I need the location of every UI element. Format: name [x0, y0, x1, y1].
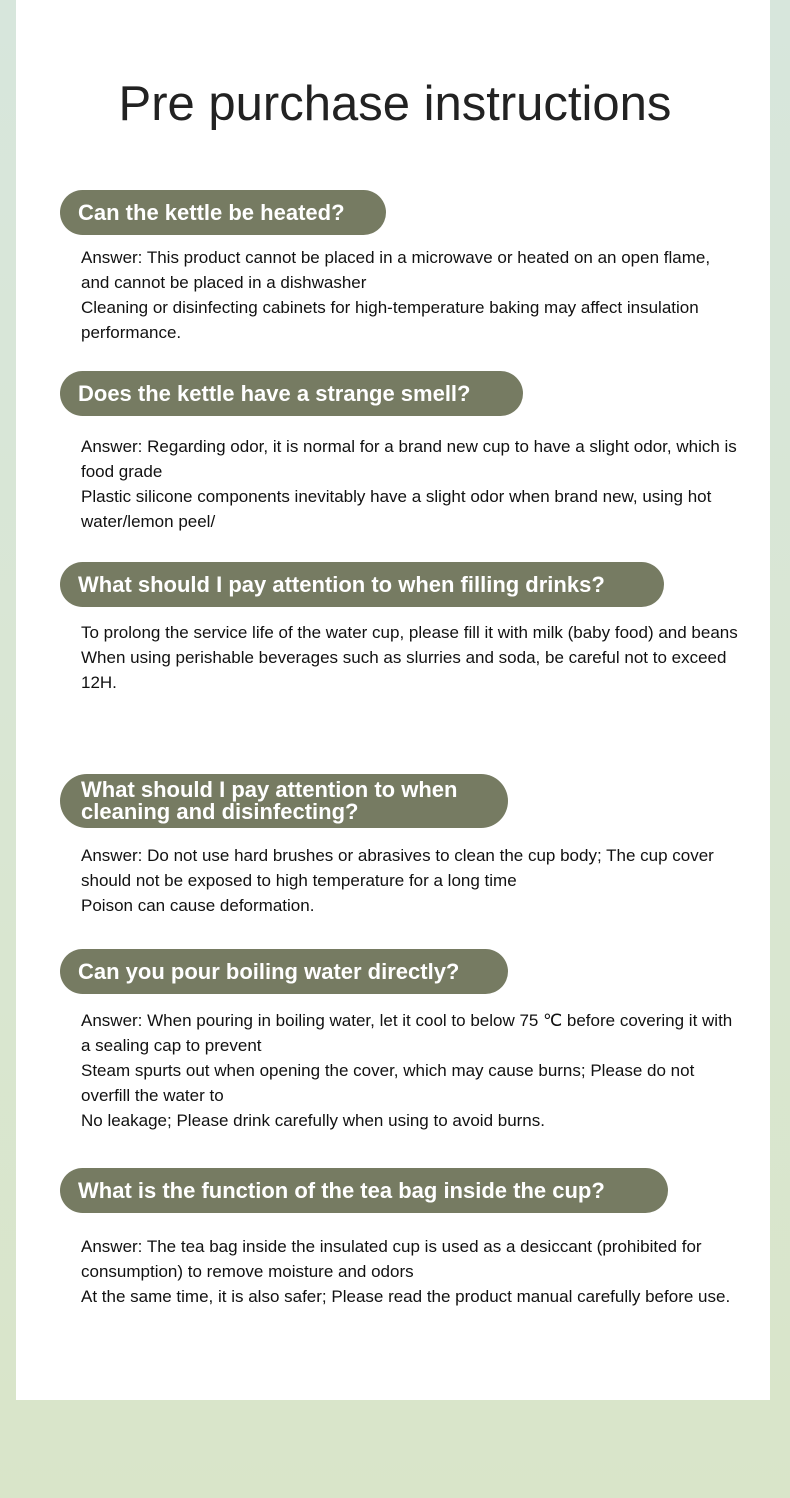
faq-answer-line: Poison can cause deformation. [81, 896, 315, 915]
faq-answer-line: Plastic silicone components inevitably have a slight odor when brand new, using hot water/lemon peel/ [81, 487, 712, 531]
faq-question-4: What should I pay attention to when cleaning and disinfecting? [60, 774, 508, 828]
faq-question-1: Can the kettle be heated? [60, 190, 386, 235]
faq-answer-3 [81, 620, 741, 695]
faq-answer-2 [81, 434, 741, 534]
faq-answer-line: To prolong the service life of the water cup, please fill it with milk (baby food) and beans [81, 623, 738, 642]
faq-answer-line: Answer: This product cannot be placed in a microwave or heated on an open flame, and cannot be placed in a dishwasher [81, 248, 711, 292]
faq-answer-line: Answer: The tea bag inside the insulated cup is used as a desiccant (prohibited for consumption) to remove moisture and odors [81, 1237, 702, 1281]
faq-answer-6 [81, 1234, 741, 1309]
faq-answer-5 [81, 1008, 741, 1133]
faq-question-6: What is the function of the tea bag inside the cup? [60, 1168, 668, 1213]
faq-answer-line: At the same time, it is also safer; Please read the product manual carefully before use. [81, 1287, 731, 1306]
faq-answer-line: Answer: Regarding odor, it is normal for a brand new cup to have a slight odor, which is food grade [81, 437, 737, 481]
faq-answer-line: Steam spurts out when opening the cover, which may cause burns; Please do not overfill the water to [81, 1061, 695, 1105]
faq-question-5: Can you pour boiling water directly? [60, 949, 508, 994]
faq-answer-line: No leakage; Please drink carefully when using to avoid burns. [81, 1111, 545, 1130]
faq-answer-line: Cleaning or disinfecting cabinets for high-temperature baking may affect insulation performance. [81, 298, 699, 342]
faq-answer-4 [81, 843, 741, 918]
faq-question-2: Does the kettle have a strange smell? [60, 371, 523, 416]
faq-answer-line: Answer: When pouring in boiling water, let it cool to below 75 ℃ before covering it with a sealing cap to prevent [81, 1011, 733, 1055]
faq-answer-line: When using perishable beverages such as slurries and soda, be careful not to exceed 12H. [81, 648, 727, 692]
page-title: Pre purchase instructions [118, 77, 672, 131]
faq-answer-1 [81, 245, 741, 345]
faq-answer-line: Answer: Do not use hard brushes or abrasives to clean the cup body; The cup cover should not be exposed to high temperature for a long time [81, 846, 714, 890]
faq-question-3: What should I pay attention to when filling drinks? [60, 562, 664, 607]
